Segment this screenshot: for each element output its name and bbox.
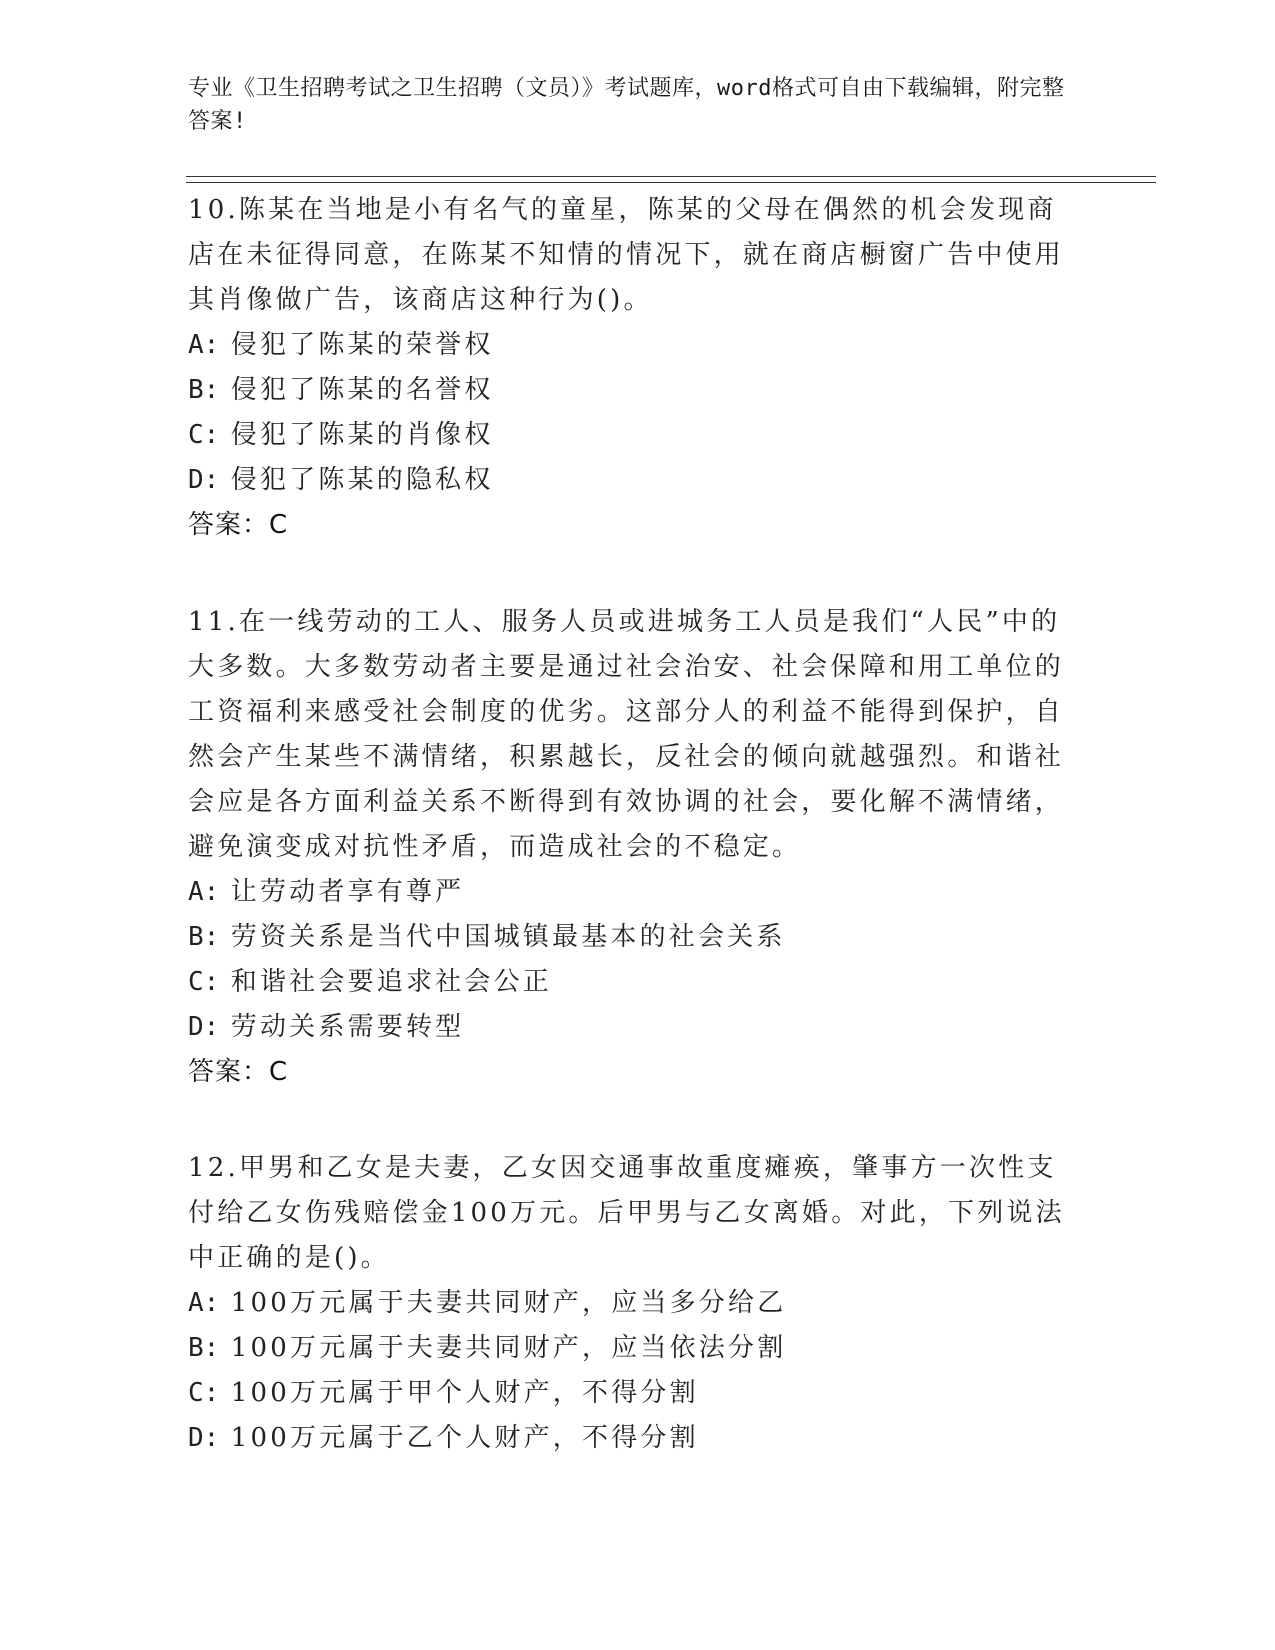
- option-key: B:: [188, 375, 220, 405]
- question-stem: 11.在一线劳动的工人、服务人员或进城务工人员是我们“人民”中的大多数。大多数劳动者主要是通过社会治安、社会保障和用工单位的工资福利来感受社会制度的优劣。这部分人的利益不能得到保护，自然会产生某些不满情绪，积累越长，反社会的倾向就越强烈。和谐社会应是各方面利益关系不断得到有效协调的社会，要化解不满情绪，避免演变成对抗性矛盾，而造成社会的不稳定。: [188, 607, 1065, 862]
- option-text: 100万元属于甲个人财产，不得分割: [230, 1378, 699, 1408]
- option-c: [188, 960, 1078, 1005]
- option-text: 劳动关系需要转型: [230, 1012, 465, 1042]
- option-key: C:: [188, 967, 220, 997]
- option-text: 侵犯了陈某的名誉权: [230, 375, 494, 405]
- option-text: 侵犯了陈某的肖像权: [230, 420, 494, 450]
- question-10: [188, 188, 1078, 548]
- option-b: [188, 368, 1078, 413]
- option-key: B:: [188, 1333, 220, 1363]
- option-key: A:: [188, 330, 220, 360]
- option-c: [188, 1371, 1078, 1416]
- option-key: D:: [188, 1012, 220, 1042]
- option-a: [188, 1281, 1078, 1326]
- option-text: 100万元属于夫妻共同财产，应当多分给乙: [230, 1288, 787, 1318]
- option-text: 100万元属于夫妻共同财产，应当依法分割: [230, 1333, 787, 1363]
- header-divider-top: [186, 176, 1156, 177]
- answer-line: 答案：C: [188, 510, 289, 540]
- answer-line: 答案：C: [188, 1057, 289, 1087]
- option-key: A:: [188, 1288, 220, 1318]
- option-text: 侵犯了陈某的荣誉权: [230, 330, 494, 360]
- option-key: B:: [188, 922, 220, 952]
- option-b: [188, 1326, 1078, 1371]
- header-divider-bottom: [186, 182, 1156, 183]
- header-note: 专业《卫生招聘考试之卫生招聘（文员）》考试题库，word格式可自由下载编辑，附完整答案!: [188, 76, 1065, 134]
- option-text: 劳资关系是当代中国城镇最基本的社会关系: [230, 922, 786, 952]
- option-key: D:: [188, 1423, 220, 1453]
- option-d: [188, 1005, 1078, 1050]
- question-stem: 12.甲男和乙女是夫妻，乙女因交通事故重度瘫痪，肇事方一次性支付给乙女伤残赔偿金100万元。后甲男与乙女离婚。对此，下列说法中正确的是()。: [188, 1153, 1065, 1273]
- option-text: 侵犯了陈某的隐私权: [230, 465, 494, 495]
- option-d: [188, 1416, 1078, 1461]
- option-key: C:: [188, 420, 220, 450]
- option-a: [188, 323, 1078, 368]
- option-a: [188, 870, 1078, 915]
- option-key: C:: [188, 1378, 220, 1408]
- option-key: A:: [188, 877, 220, 907]
- option-text: 让劳动者享有尊严: [230, 877, 465, 907]
- option-b: [188, 915, 1078, 960]
- question-11: [188, 600, 1078, 1095]
- option-d: [188, 458, 1078, 503]
- option-text: 100万元属于乙个人财产，不得分割: [230, 1423, 699, 1453]
- option-key: D:: [188, 465, 220, 495]
- question-stem: 10.陈某在当地是小有名气的童星，陈某的父母在偶然的机会发现商店在未征得同意，在陈某不知情的情况下，就在商店橱窗广告中使用其肖像做广告，该商店这种行为()。: [188, 195, 1065, 315]
- option-c: [188, 413, 1078, 458]
- question-12: [188, 1146, 1078, 1461]
- option-text: 和谐社会要追求社会公正: [230, 967, 552, 997]
